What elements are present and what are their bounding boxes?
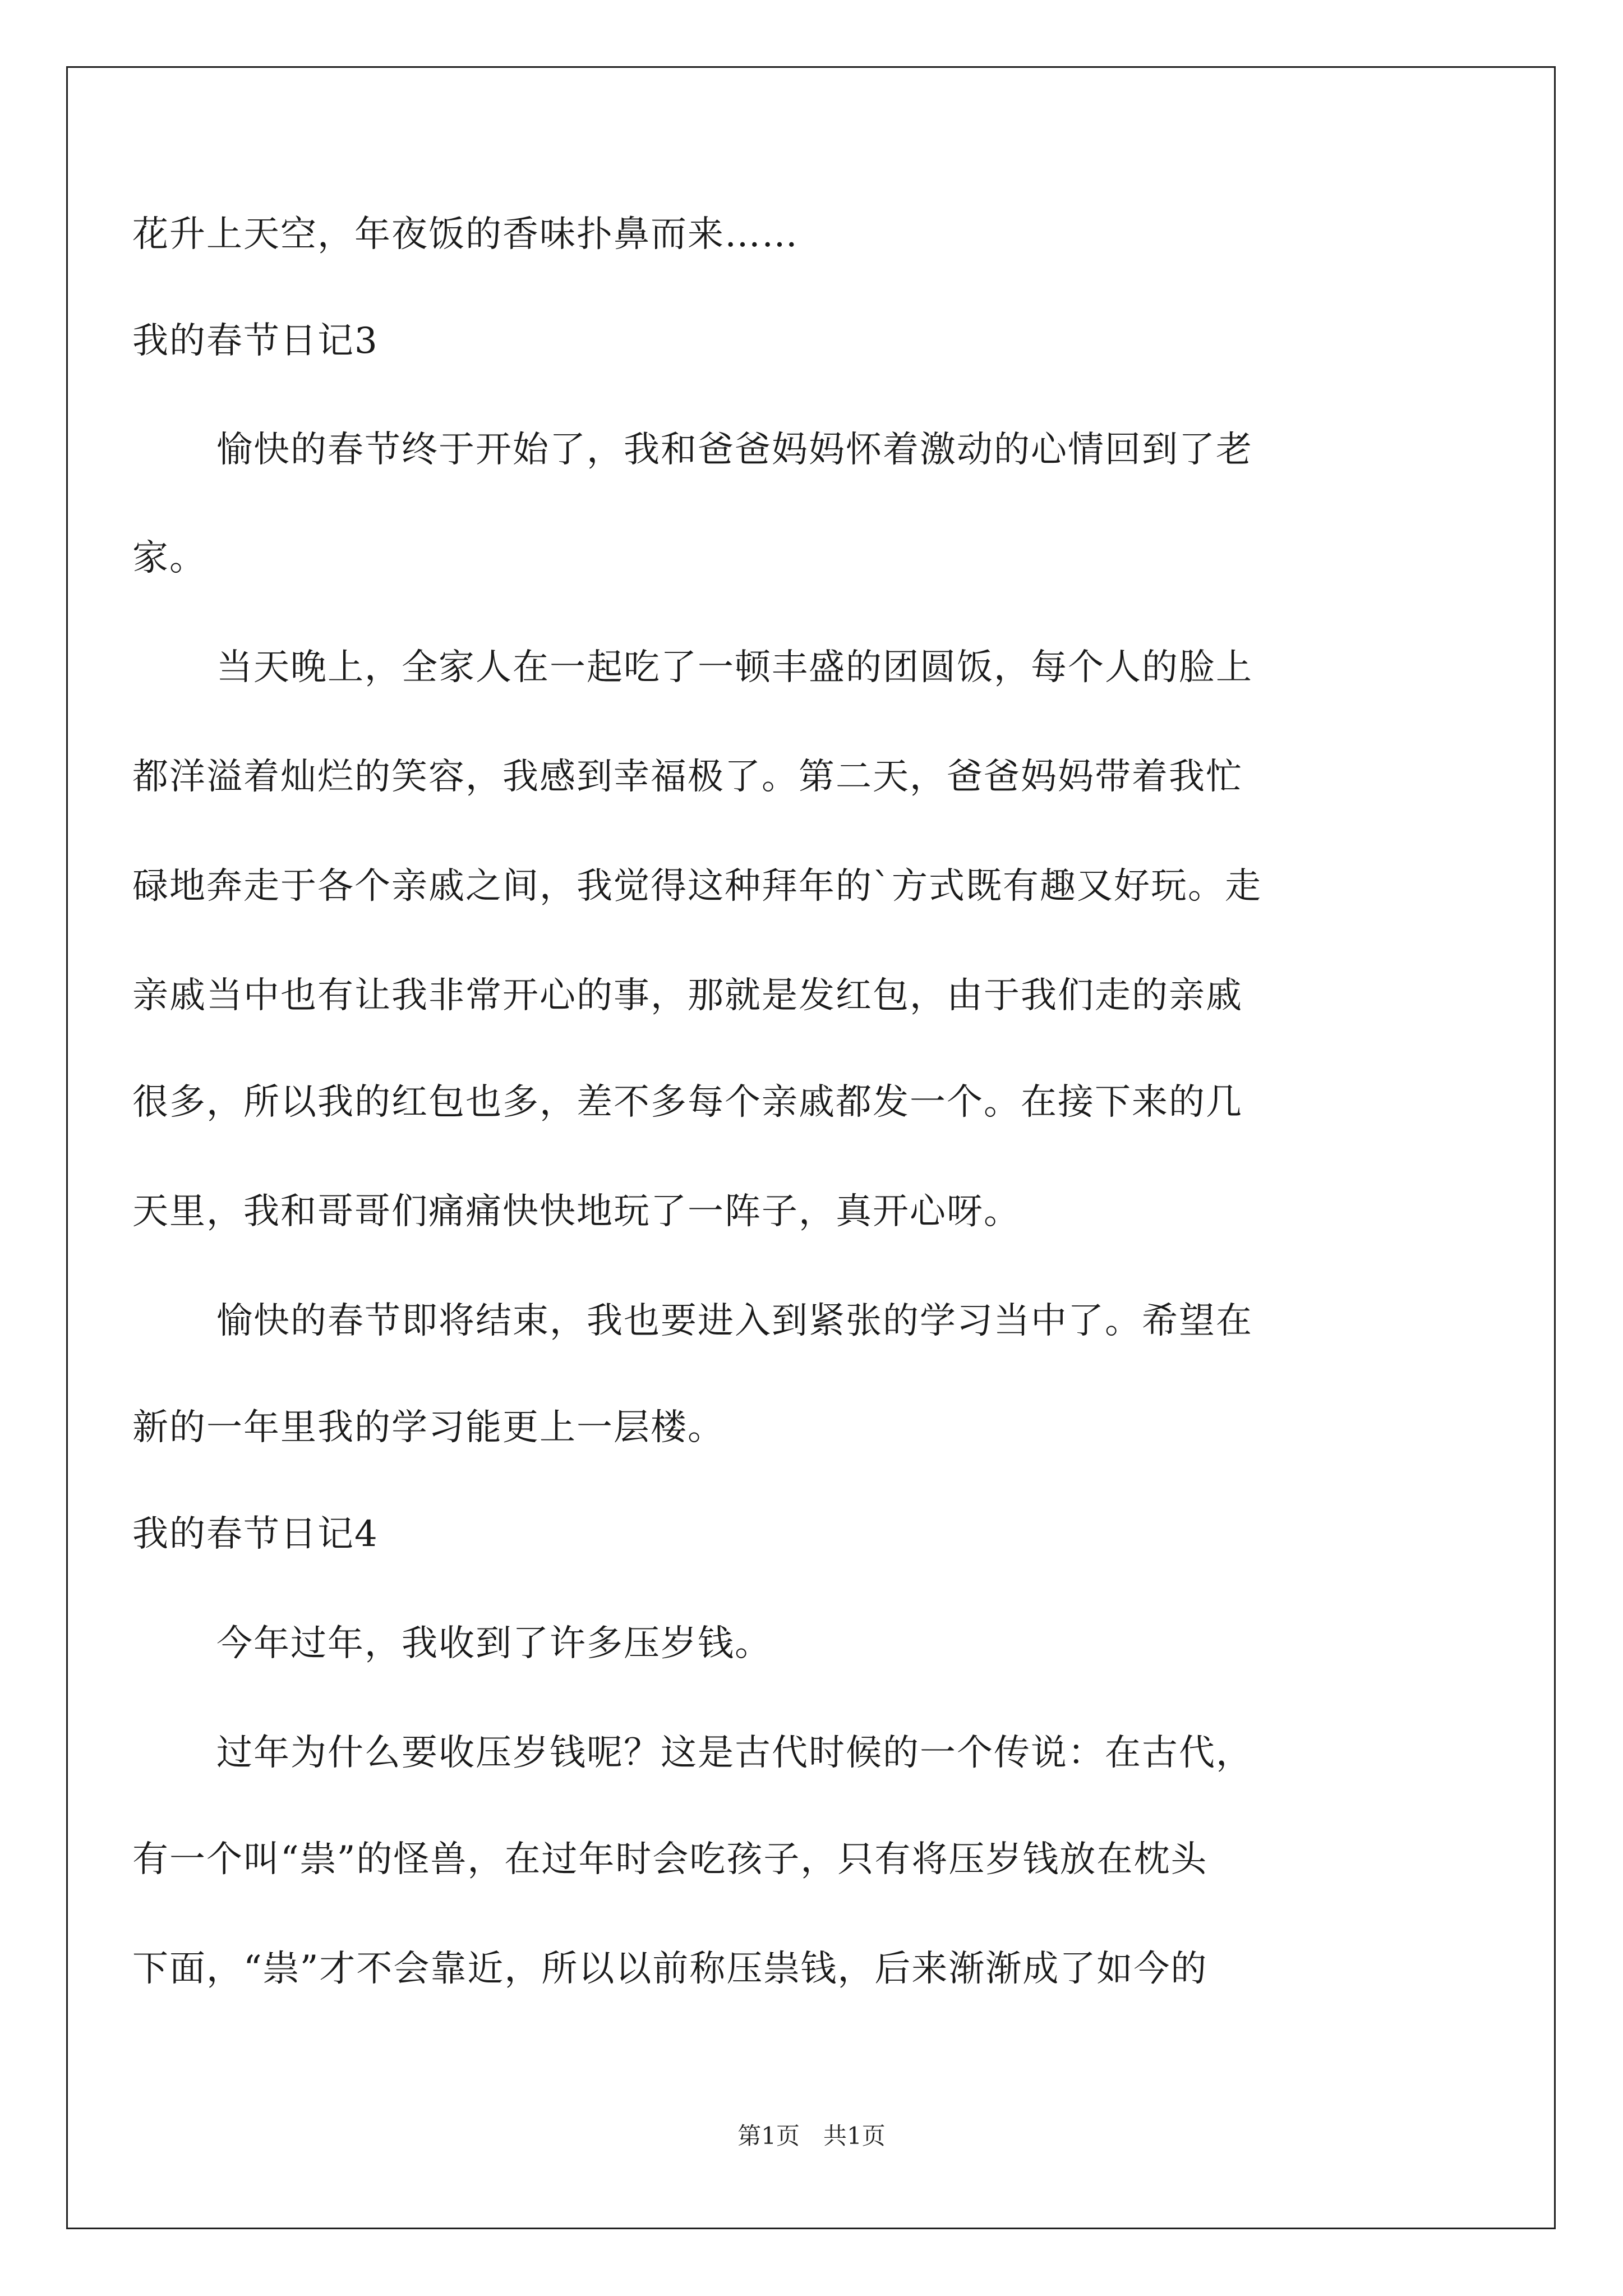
- text-line: 过年为什么要收压岁钱呢？这是古代时候的一个传说：在古代，: [216, 1732, 1253, 1774]
- text-line: 新的一年里我的学习能更上一层楼。: [132, 1407, 725, 1448]
- text-line: 下面，“祟”才不会靠近，所以以前称压祟钱，后来渐渐成了如今的: [132, 1948, 1208, 1990]
- section-heading: 我的春节日记4: [132, 1513, 379, 1555]
- page-number-footer: 第1页 共1页: [737, 2122, 886, 2150]
- page-border: [66, 66, 1556, 2229]
- section-heading: 我的春节日记3: [132, 320, 379, 362]
- text-line: 今年过年，我收到了许多压岁钱。: [216, 1623, 772, 1664]
- text-line: 花升上天空，年夜饭的香味扑鼻而来……: [132, 214, 799, 255]
- text-line: 都洋溢着灿烂的笑容，我感到幸福极了。第二天，爸爸妈妈带着我忙: [132, 756, 1243, 798]
- text-line: 愉快的春节终于开始了，我和爸爸妈妈怀着激动的心情回到了老: [216, 429, 1253, 471]
- text-line: 有一个叫“祟”的怪兽，在过年时会吃孩子，只有将压岁钱放在枕头: [132, 1839, 1208, 1880]
- text-line: 很多，所以我的红包也多，差不多每个亲戚都发一个。在接下来的几: [132, 1082, 1243, 1123]
- text-line: 亲戚当中也有让我非常开心的事，那就是发红包，由于我们走的亲戚: [132, 975, 1243, 1016]
- text-line: 家。: [132, 537, 206, 579]
- text-line: 天里，我和哥哥们痛痛快快地玩了一阵子，真开心呀。: [132, 1191, 1021, 1232]
- text-line: 碌地奔走于各个亲戚之间，我觉得这种拜年的`方式既有趣又好玩。走: [132, 866, 1262, 907]
- text-line: 当天晚上，全家人在一起吃了一顿丰盛的团圆饭，每个人的脸上: [216, 647, 1253, 688]
- text-line: 愉快的春节即将结束，我也要进入到紧张的学习当中了。希望在: [216, 1300, 1253, 1342]
